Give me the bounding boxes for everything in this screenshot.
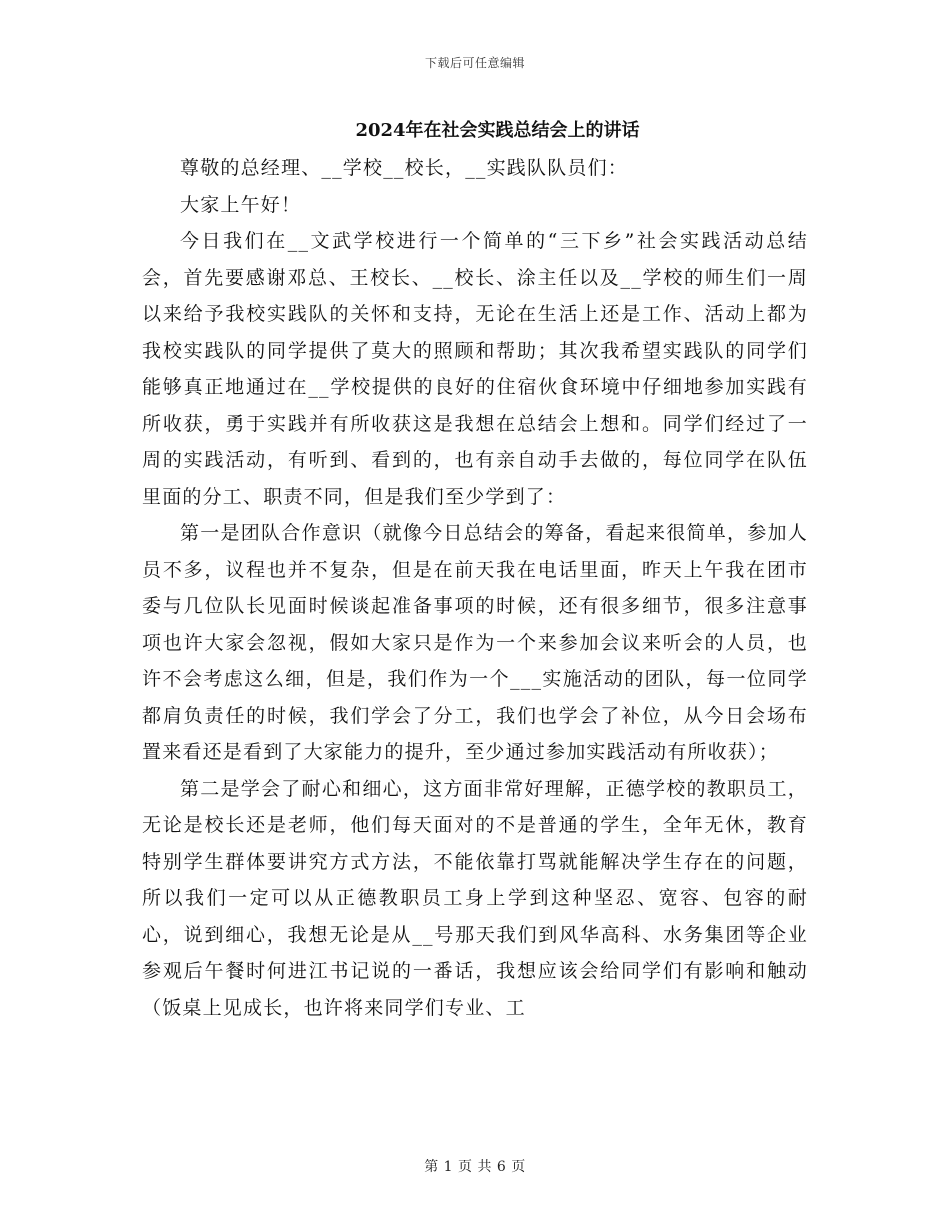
point-two-paragraph: 第二是学会了耐心和细心，这方面非常好理解，正德学校的教职员工，无论是校长还是老师，他们每天面对的不是普通的学生，全年无休，教育特别学生群体要讲究方式方法，不能依靠打骂就能解决学生存在的问题，所以我们一定可以从正德教职员工身上学到这种坚忍、宽容、包容的耐心，说到细心，我想无论是从__号那天我们到风华高科、水务集团等企业参观后午餐时何进江书记说的一番话，我想应该会给同学们有影响和触动（饭桌上见成长，也许将来同学们专业、工 [142, 777, 808, 1019]
intro-paragraph: 今日我们在__文武学校进行一个简单的“三下乡”社会实践活动总结会，首先要感谢邓总、王校长、__校长、涂主任以及__学校的师生们一周以来给予我校实践队的关怀和支持，无论在生活上还是工作、活动上都为我校实践队的同学提供了莫大的照顾和帮助；其次我希望实践队的同学们能够真正地通过在__学校提供的良好的住宿伙食环境中仔细地参加实践有所收获，勇于实践并有所收获这是我想在总结会上想和。同学们经过了一周的实践活动，有听到、看到的，也有亲自动手去做的，每位同学在队伍里面的分工、职责不同，但是我们至少学到了： [142, 230, 808, 508]
greeting-paragraph: 大家上午好！ [180, 193, 302, 216]
page-number-footer: 第 1 页 共 6 页 [424, 1159, 526, 1175]
document-title: 2024年在社会实践总结会上的讲话 [355, 120, 640, 141]
document-body [142, 150, 808, 1026]
point-one-paragraph: 第一是团队合作意识（就像今日总结会的筹备，看起来很简单，参加人员不多，议程也并不复杂，但是在前天我在电话里面，昨天上午我在团市委与几位队长见面时候谈起准备事项的时候，还有很多细节，很多注意事项也许大家会忽视，假如大家只是作为一个来参加会议来听会的人员，也许不会考虑这么细，但是，我们作为一个___实施活动的团队，每一位同学都肩负责任的时候，我们学会了分工，我们也学会了补位，从今日会场布置来看还是看到了大家能力的提升，至少通过参加实践活动有所收获）； [142, 522, 808, 763]
page-header-note: 下载后可任意编辑 [424, 56, 525, 70]
salutation-paragraph: 尊敬的总经理、__学校__校长，__实践队队员们： [180, 157, 629, 179]
